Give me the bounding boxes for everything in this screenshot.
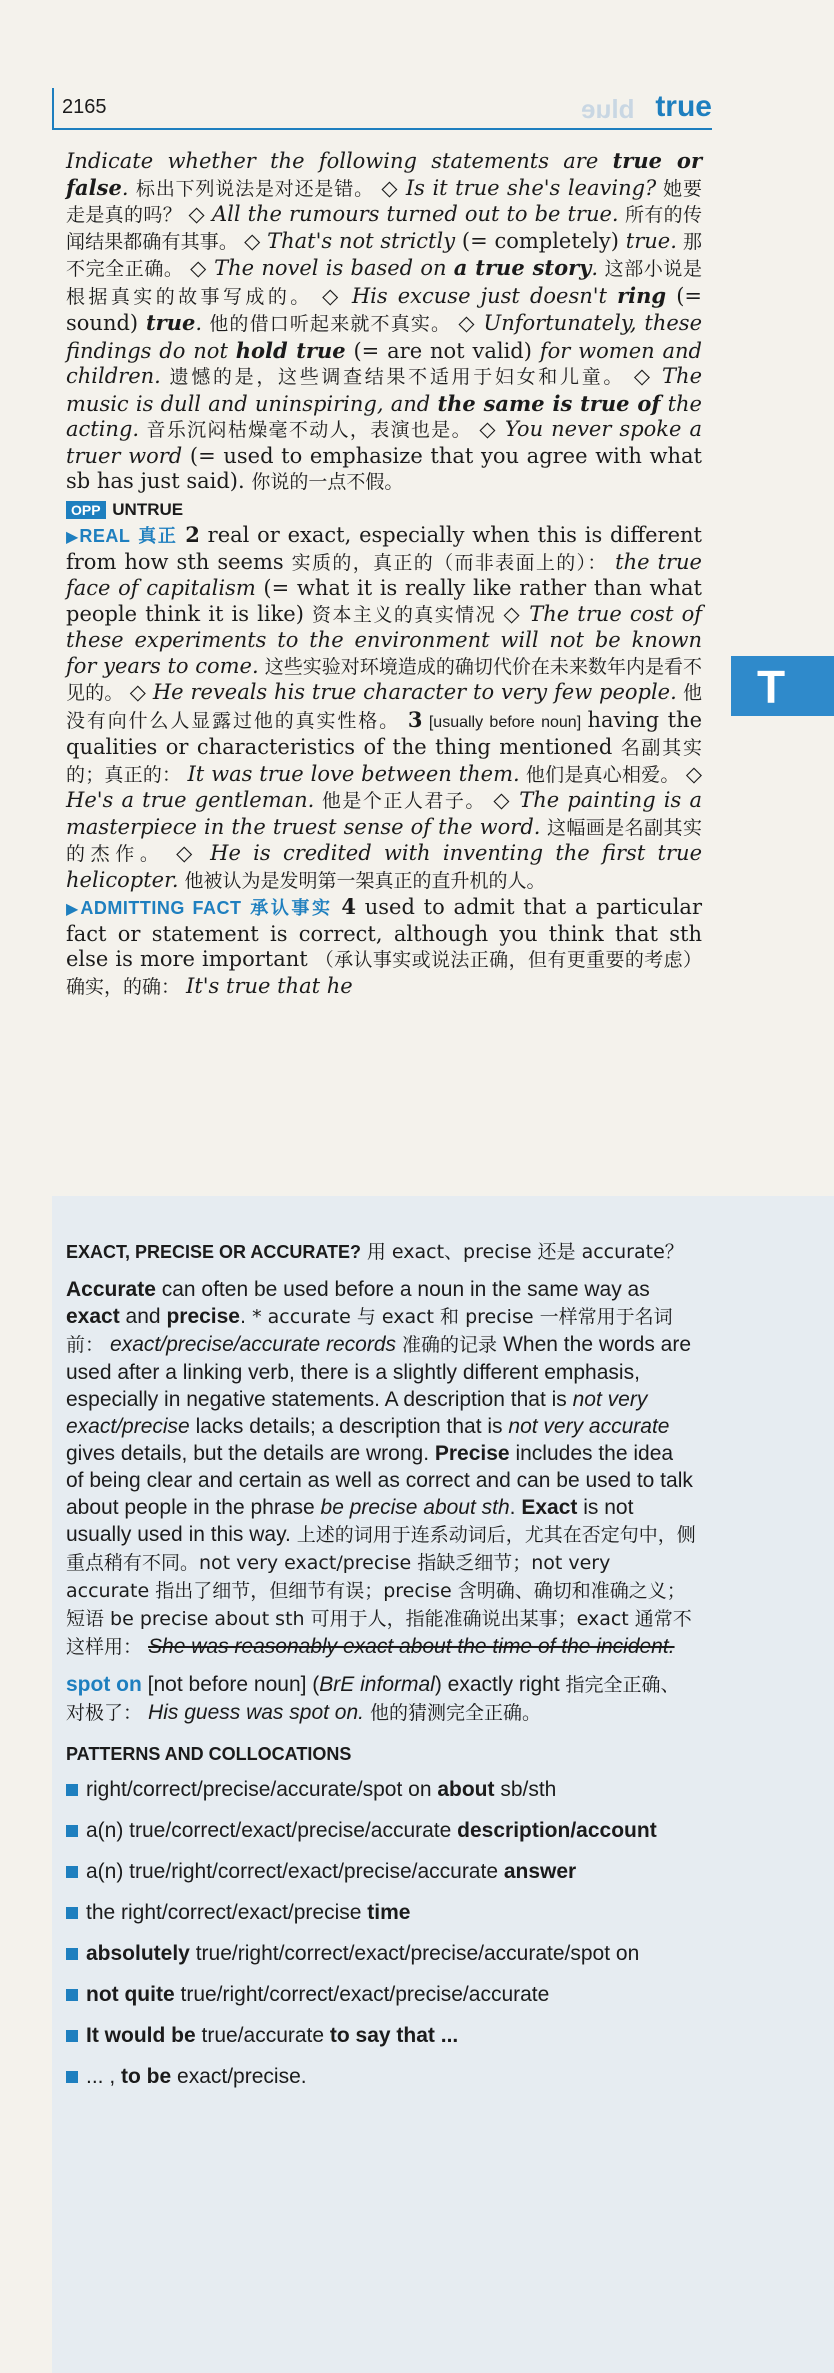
collocation-item [66,1940,696,1967]
text-run: time [367,1901,411,1924]
sense-1-examples [66,148,702,496]
text-run: (= completely) [455,228,626,253]
square-bullet-icon [66,1907,78,1919]
text-run: （承认事实或说法正确，但有更重要的考虑）确实，的确： [66,949,702,998]
square-bullet-icon [66,1784,78,1796]
text-run: ) exactly right [434,1673,566,1696]
text-run: having the qualities or characteristics of the thing mentioned [66,707,703,759]
text-run: absolutely [86,1942,190,1965]
text-run: 他没有向什么人显露过他的真实性格。 [66,682,703,732]
text-run: 他是个正人君子。 [314,790,494,812]
text-run: about [437,1778,495,1801]
sense-pointer-icon: ▶ [66,527,80,546]
collocation-item [66,1858,696,1885]
text-run: includes the idea of being clear and certain as well as correct and can be used to talk about people in the phrase [66,1442,693,1519]
text-run: (= what it is really like rather than what people think it is like) [66,576,702,626]
text-run: sb/sth [494,1778,557,1801]
sense-2-3 [66,522,702,894]
text-run: lacks details; a description that is [189,1415,509,1438]
text-run: He is credited with inventing the first true helicopter. [66,841,702,892]
square-bullet-icon [66,2071,78,2083]
text-run: the right/correct/exact/precise [86,1901,368,1924]
text-run: [usually before noun] [422,713,588,731]
text-run: He reveals his true character to very few people. [152,680,677,704]
text-run: His guess was spot on. [148,1701,364,1724]
text-run: . * accurate 与 exact 和 precise 一样常用于名词前： [66,1306,673,1356]
text-run: ◇ [176,841,211,865]
text-run: ◇ [244,228,268,253]
sense-label-real: REAL [79,526,131,546]
text-run: ◇ [479,417,505,441]
square-bullet-icon [66,1948,78,1960]
text-run: 实质的，真正的（而非表面上的）： [291,551,616,574]
sense-4 [66,894,702,1000]
collocation-item [66,1899,696,1926]
text-run: His excuse just doesn't [351,283,618,308]
text-run: 音乐沉闷枯燥毫不动人，表演也是。 [139,419,480,441]
text-run: a(n) true/correct/exact/precise/accurate [86,1819,458,1842]
text-run: true/right/correct/exact/precise/accurate/spot on [189,1942,640,1965]
usage-note-content [66,1238,696,2104]
text-run: for women and children. [66,338,703,388]
text-run: 3 [407,706,423,732]
text-run: ◇ [190,256,215,280]
square-bullet-icon [66,2030,78,2042]
text-run: 这部小说是根据真实的故事写成的。 [66,258,703,308]
collocation-item [66,1817,696,1844]
text-run: true [145,310,196,335]
text-run: ◇ [322,283,352,308]
text-run: 她要走是真的吗？ [66,177,703,226]
sense-pointer-icon: ▶ [66,899,81,918]
text-run: It's true that he [186,973,353,998]
text-run: answer [503,1860,577,1883]
text-run: . [509,1496,522,1519]
thumb-letter: T [757,661,786,713]
patterns-list [66,1776,696,2090]
text-run: 那不完全正确。 [66,230,703,280]
text-run: 他的借口听起来就不真实。 [202,313,459,335]
entry-body [66,148,702,1000]
text-run: the true face of capitalism [66,549,702,600]
text-run: Accurate [66,1278,156,1301]
text-run: ◇ [373,175,406,200]
text-run: true or false [66,148,703,200]
text-run: Precise [434,1442,510,1465]
text-run: It was true love between them. [187,761,520,786]
text-run: spot on [66,1673,142,1696]
sense-label-admitting-fact: ADMITTING FACT [80,898,242,918]
text-run: right/correct/precise/accurate/spot on [86,1778,438,1801]
text-run: exact [66,1305,120,1328]
text-run: ◇ [458,311,484,335]
text-run: description/account [457,1819,657,1842]
usage-note-heading-gloss: 用 exact、precise 还是 accurate？ [366,1241,684,1263]
text-run: be precise about sth [320,1496,510,1519]
text-run: not very accurate [508,1415,670,1438]
text-run: 4 [341,894,356,919]
square-bullet-icon [66,1866,78,1878]
thumb-index-tab [731,656,834,716]
text-run: [not before noun] ( [141,1673,320,1696]
text-run: hold true [235,337,346,363]
text-run: true/right/correct/exact/precise/accurate [174,1983,550,2006]
collocation-item [66,2022,696,2049]
text-run: 他们是真心相爱。 [519,763,686,786]
text-run: 标出下列说法是对还是错。 [136,177,374,200]
text-run: 这幅画是名副其实的杰作。 [66,816,702,865]
text-run: a true story [453,255,592,280]
text-run: 你说的一点不假。 [251,471,404,493]
collocation-item [66,1981,696,2008]
text-run: ◇ [129,680,153,704]
text-run: ◇ [633,364,663,388]
text-run: 上述的词用于连系动词后，尤其在否定句中，侧重点稍有不同。not very exact/precise 指缺乏细节；not very accurate 指出了细节，但细节有误；precise 含明确、确切和准确之义；短语 be precise about sth 可用于人，指能准确说出某事；exact 通常不这样用： [66,1524,696,1658]
text-run: exact/precise. [171,2065,307,2088]
text-run: ◇ [685,761,702,786]
page-header [52,88,712,128]
text-run: (= used to emphasize that you agree with what sb has just said). [66,443,702,493]
opp-label: OPP [66,501,106,519]
text-run: The painting is a masterpiece in the truest sense of the word. [66,788,702,839]
square-bullet-icon [66,1989,78,2001]
text-run: 名副其实的；真正的： [66,737,702,786]
text-run: The novel is based on [214,256,454,280]
sense-gloss-admitting-fact: 承认事实 [250,898,333,918]
text-run: not quite [86,1983,175,2006]
text-run: is not usually used in this way. [66,1496,634,1546]
text-run: the acting. [66,391,702,441]
text-run: 2 [185,522,200,547]
text-run: true. [625,228,677,253]
text-run: That's not strictly [267,228,456,253]
text-run: You never spoke a truer word [66,417,702,468]
text-run: used to admit that a particular fact or statement is correct, although you think that sth else is more important [66,895,702,971]
spot-on-paragraph [66,1671,696,1727]
usage-note-title [66,1238,696,1266]
usage-note-box [52,1196,834,2373]
text-run: . [591,256,599,280]
text-run: exact/precise/accurate records [110,1333,397,1356]
text-run: 遗憾的是，这些调查结果不适用于妇女和儿童。 [160,366,634,388]
text-run: the same is true of [437,390,661,416]
text-run: 指完全正确、对极了： [66,1674,680,1724]
page-number: 2165 [62,96,107,118]
show-through-guide-word: blue [580,94,634,124]
text-run: to say that ... [329,2024,459,2047]
text-run: She was reasonably exact about the time of the incident. [148,1635,675,1658]
text-run: It would be [86,2024,196,2047]
text-run: a(n) true/right/correct/exact/precise/accurate [86,1860,504,1883]
text-run: Is it true she's leaving? [405,175,657,200]
header-rule-horizontal [52,128,712,130]
collocation-item [66,1776,696,1803]
text-run: 他被认为是发明第一架真正的直升机的人。 [178,869,546,892]
text-run: true/accurate [195,2024,330,2047]
text-run: 准确的记录 [396,1334,504,1356]
text-run: When the words are used after a linking verb, there is a slightly different emphasis, especially in negative statements. A description that is [66,1333,692,1411]
text-run: to be [121,2065,172,2088]
guide-word: true [655,90,712,123]
opposite-line [66,496,702,523]
text-run: . [121,175,136,200]
text-run: and [119,1305,167,1328]
opp-word: UNTRUE [112,499,184,519]
text-run: real or exact, especially when this is different from how sth seems [66,523,702,574]
text-run: Unfortunately, these findings do not [66,311,702,363]
text-run: All the rumours turned out to be true. [211,202,619,226]
text-run: not very exact/precise [66,1388,648,1438]
sense-2-3-text [66,523,702,892]
square-bullet-icon [66,1825,78,1837]
text-run: ◇ [493,788,520,812]
text-run: 所有的传闻结果都确有其事。 [66,204,702,253]
text-run: ◇ [503,601,530,626]
text-run: can often be used before a noun in the same way as [155,1278,650,1301]
text-run: Exact [521,1496,578,1519]
collocation-item [66,2063,696,2090]
text-run: gives details, but the details are wrong. [66,1442,435,1465]
usage-note-paragraph [66,1276,696,1661]
sense-gloss-real: 真正 [138,526,178,546]
text-run: 他的猜测完全正确。 [363,1702,542,1724]
text-run: The music is dull and uninspiring, and [66,364,702,416]
text-run: He's a true gentleman. [66,788,315,812]
header-rule-vertical [52,88,54,130]
text-run: . [195,311,203,335]
text-run: ring [617,282,667,308]
text-run: ◇ [188,202,212,226]
text-run: Indicate whether the following statements are [66,149,613,173]
text-run: precise [166,1305,240,1328]
text-run: The true cost of these experiments to the environment will not be known for years to come. [66,601,703,678]
text-run: 这些实验对环境造成的确切代价在未来数年内是看不见的。 [66,655,703,704]
text-run: (= are not valid) [345,338,540,363]
text-run: BrE informal [319,1673,435,1696]
text-run: 资本主义的真实情况 [312,603,504,626]
text-run: ... , [86,2065,122,2088]
usage-note-heading: EXACT, PRECISE OR ACCURATE? [66,1242,362,1262]
patterns-heading: PATTERNS AND COLLOCATIONS [66,1744,352,1764]
text-run: (= sound) [66,283,702,335]
